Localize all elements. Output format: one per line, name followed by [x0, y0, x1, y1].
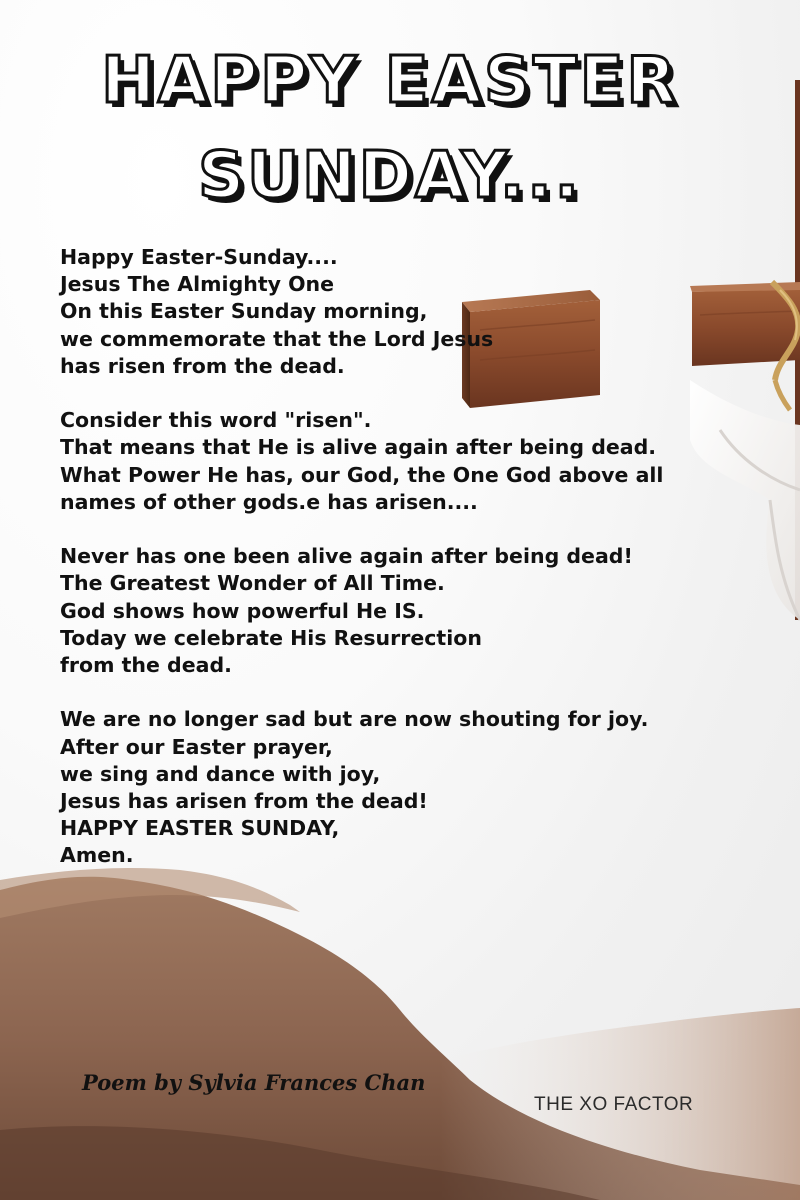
poem-line: God shows how powerful He IS.: [60, 598, 425, 623]
poem-line: Today we celebrate His Resurrection: [60, 625, 482, 650]
poem-author-credit: Poem by Sylvia Frances Chan: [82, 1070, 426, 1095]
poem-line: Jesus The Almighty One: [60, 272, 335, 297]
poem-line: Never has one been alive again after being dead!: [60, 544, 633, 569]
poem-line: from the dead.: [60, 653, 232, 678]
poem-line: What Power He has, our God, the One God above all: [60, 462, 664, 487]
page-title-line-2: SUNDAY...: [198, 139, 582, 213]
poem-line: names of other gods.e has arisen....: [60, 489, 478, 514]
brand-watermark: THE XO FACTOR: [534, 1094, 694, 1115]
poem-stanza: [60, 706, 760, 869]
poem-line: That means that He is alive again after being dead.: [60, 435, 657, 460]
poem-body: [60, 244, 760, 897]
poem-stanza: [60, 407, 760, 516]
poem-stanza: [60, 543, 760, 679]
poem-line: Happy Easter-Sunday....: [60, 245, 338, 269]
poem-line: HAPPY EASTER SUNDAY,: [60, 816, 340, 841]
poem-line: Jesus has arisen from the dead!: [60, 789, 428, 814]
poem-line: has risen from the dead.: [60, 353, 345, 378]
hill-landscape: [0, 868, 800, 1200]
poem-line: we commemorate that the Lord Jesus: [60, 326, 494, 351]
poem-line: we sing and dance with joy,: [60, 761, 381, 786]
poem-line: The Greatest Wonder of All Time.: [60, 571, 445, 596]
poem-line: Consider this word "risen".: [60, 408, 372, 433]
poem-line: Amen.: [60, 843, 134, 868]
poem-line: We are no longer sad but are now shouting for joy.: [60, 707, 649, 732]
poem-line: After our Easter prayer,: [60, 734, 333, 759]
poem-line: On this Easter Sunday morning,: [60, 299, 428, 324]
page-title-line-1: HAPPY EASTER: [101, 44, 679, 118]
poem-stanza: [60, 244, 760, 380]
